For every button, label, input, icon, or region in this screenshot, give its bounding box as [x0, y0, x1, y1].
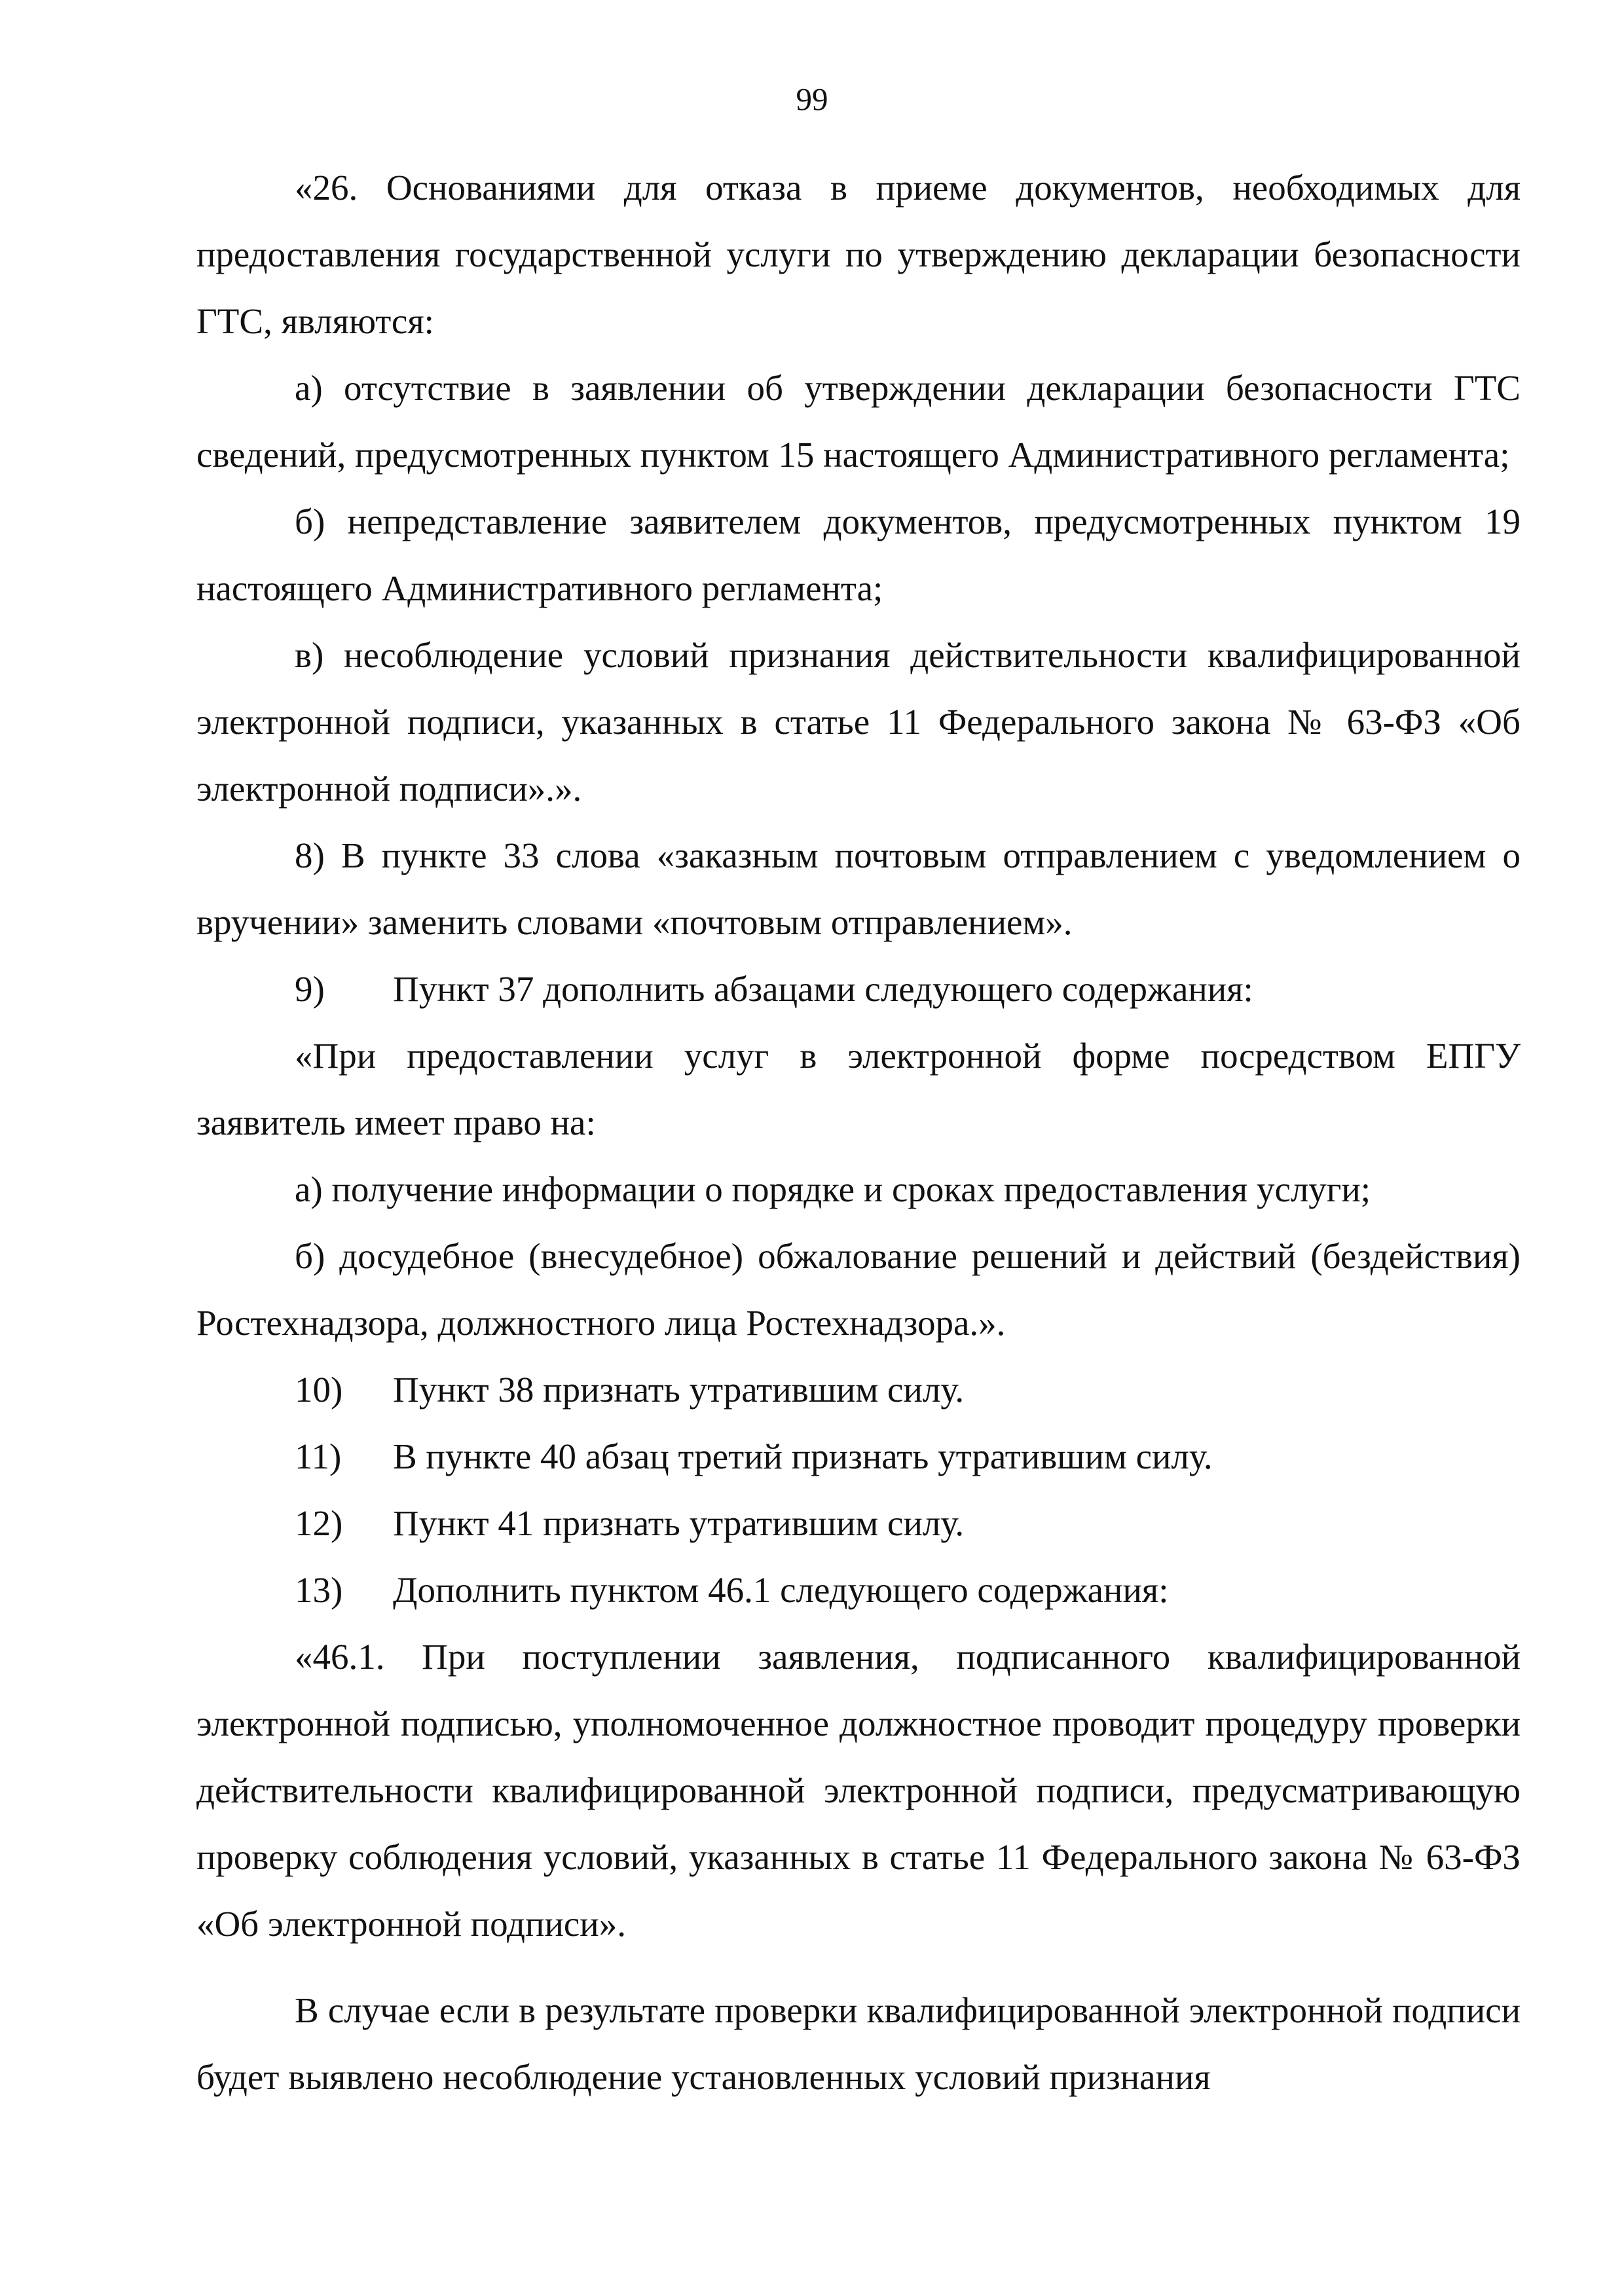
item-10-text: Пункт 38 признать утратившим силу.	[393, 1370, 965, 1410]
page-number: 99	[796, 81, 828, 117]
item-8: 8) В пункте 33 слова «заказным почтовым отправлением с уведомлением о вручении» заменить словами «почтовым отправлением».	[196, 835, 1521, 942]
item-11-text: В пункте 40 абзац третий признать утратившим силу.	[393, 1436, 1213, 1476]
paragraph-26-intro: «26. Основаниями для отказа в приеме документов, необходимых для предоставления государственной услуги по утверждению декларации безопасности ГТС, являются:	[196, 168, 1521, 341]
document-body	[196, 155, 1521, 2111]
item-12-text: Пункт 41 признать утратившим силу.	[393, 1503, 965, 1543]
paragraph-37-b: б) досудебное (внесудебное) обжалование решений и действий (бездействия) Ростехнадзора, должностного лица Ростехнадзора.».	[196, 1236, 1521, 1343]
paragraph-26-b: б) непредставление заявителем документов, предусмотренных пунктом 19 настоящего Административного регламента;	[196, 501, 1521, 608]
item-11-number: 11)	[295, 1436, 342, 1476]
paragraph-46-1-case: В случае если в результате проверки квалифицированной электронной подписи будет выявлено несоблюдение установленных условий признания	[196, 1990, 1521, 2097]
paragraph-37-intro: «При предоставлении услуг в электронной форме посредством ЕПГУ заявитель имеет право на:	[196, 1036, 1521, 1142]
item-11	[196, 1423, 1521, 1490]
paragraph-26-a: а) отсутствие в заявлении об утверждении декларации безопасности ГТС сведений, предусмотренных пунктом 15 настоящего Административного регламента;	[196, 368, 1521, 475]
item-9	[196, 956, 1521, 1023]
item-9-text: Пункт 37 дополнить абзацами следующего содержания:	[393, 969, 1253, 1009]
item-12	[196, 1490, 1521, 1557]
paragraph-46-1: «46.1. При поступлении заявления, подписанного квалифицированной электронной подписью, уполномоченное должностное проводит процедуру проверки действительности квалифицированной электронной подписи, предусматривающую проверку соблюдения условий, указанных в статье 11 Федерального закона № 63-ФЗ «Об электронной подписи».	[196, 1637, 1521, 1944]
item-13	[196, 1557, 1521, 1624]
item-10-number: 10)	[295, 1370, 343, 1410]
item-9-number: 9)	[295, 969, 325, 1009]
item-12-number: 12)	[295, 1503, 343, 1543]
item-13-text: Дополнить пунктом 46.1 следующего содержания:	[393, 1570, 1169, 1610]
item-10	[196, 1357, 1521, 1423]
paragraph-37-a: а) получение информации о порядке и сроках предоставления услуги;	[295, 1169, 1371, 1209]
paragraph-26-v: в) несоблюдение условий признания действительности квалифицированной электронной подписи, указанных в статье 11 Федерального закона № 63-ФЗ «Об электронной подписи».».	[196, 635, 1521, 809]
item-13-number: 13)	[295, 1570, 343, 1610]
